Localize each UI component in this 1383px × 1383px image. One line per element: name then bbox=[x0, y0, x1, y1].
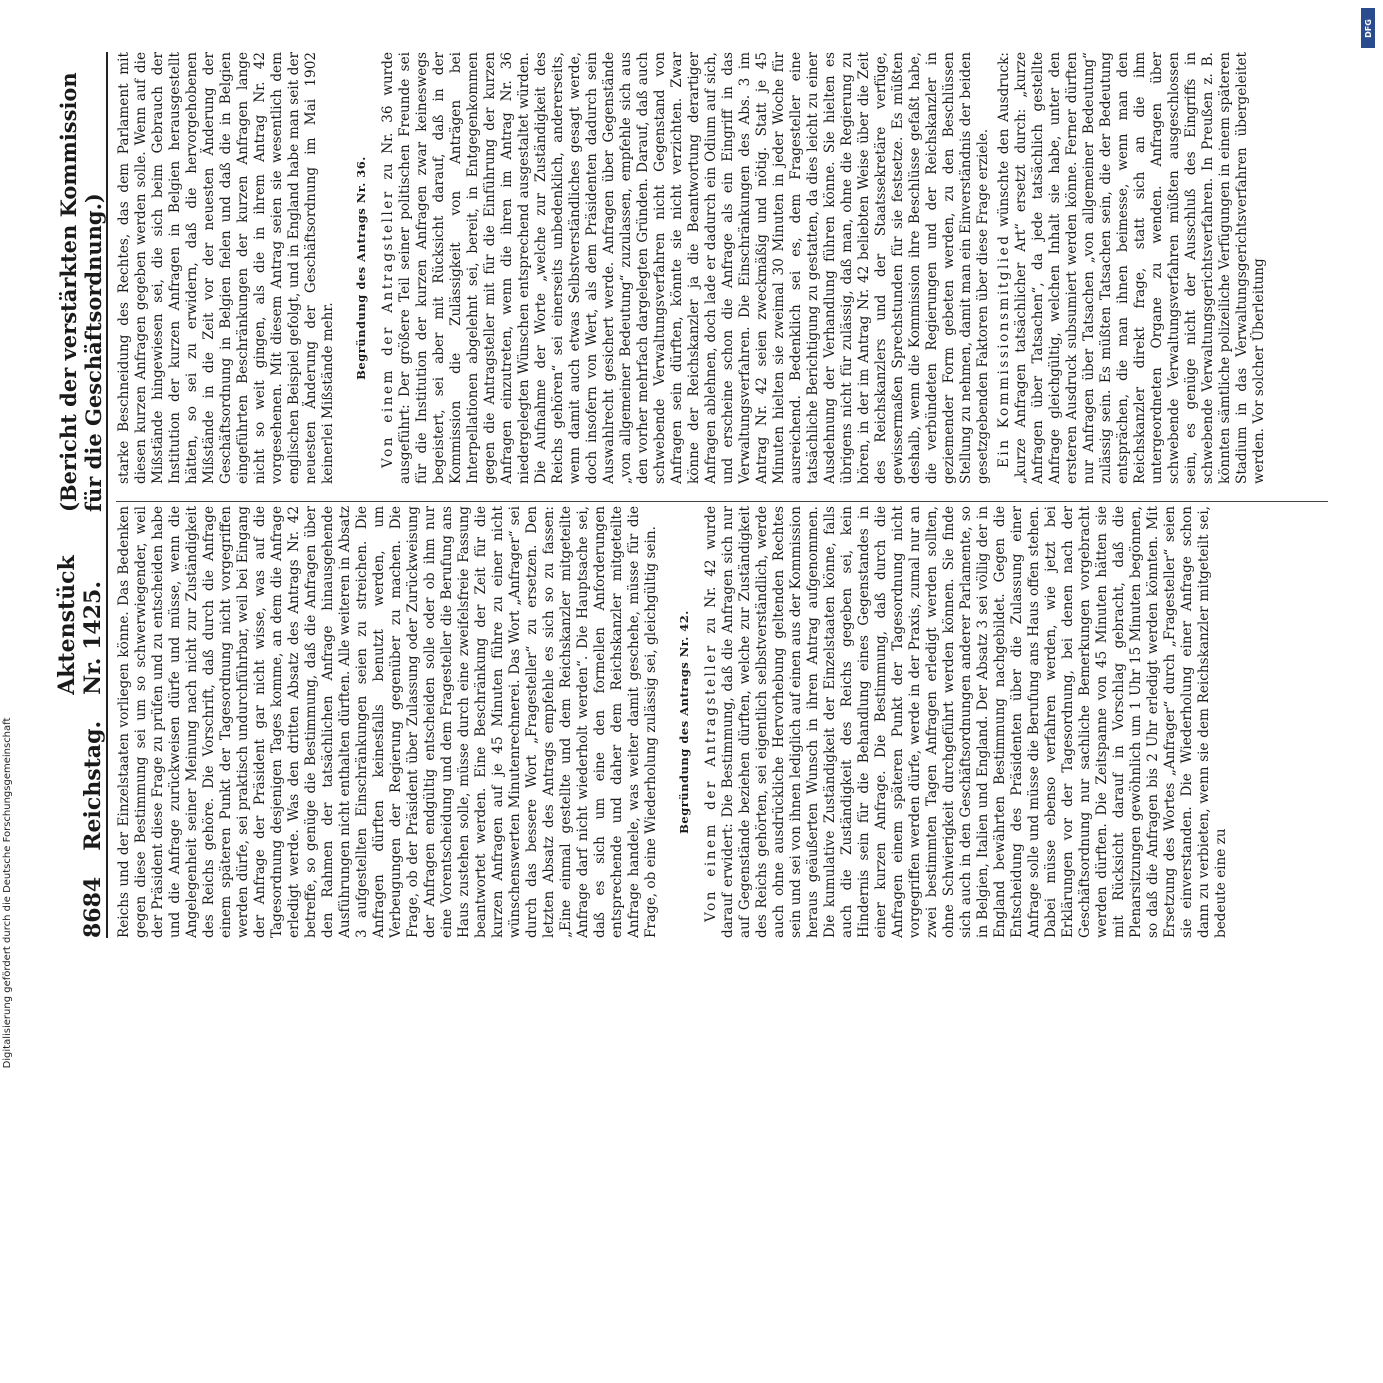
left-column bbox=[116, 506, 1328, 938]
organization-title: Reichstag. bbox=[80, 720, 106, 851]
left-section-heading: Begründung des Antrags Nr. 42. bbox=[677, 610, 691, 834]
dfg-logo-text: DFG bbox=[1363, 18, 1373, 38]
column-divider bbox=[116, 501, 1328, 502]
document-number: Aktenstück Nr. 1425. bbox=[54, 555, 106, 695]
left-paragraph-1: Reichs und der Einzelstaaten vorliegen könne. Das Bedenken gegen diese Bestimmung sei um so schwerwiegender, weil der Präsident diese Frage zu prüfen und zu entscheiden habe und die Anfrage zurückweisen dürfe und müsse, wenn die Angelegenheit seiner Meinung nach nicht zur Zuständigkeit des Reichs gehöre. Die Vorschrift, daß durch die Anfrage einem späteren Punkt der Tagesordnung nicht vorgegriffen werden dürfe, sei praktisch undurchführbar, weil bei Eingang der Anfrage der Präsident gar nicht wisse, was auf die Tagesordnung desjenigen Tages komme, an dem die Anfrage erledigt werde. Was den dritten Absatz des Antrags Nr. 42 betreffe, so genüge die Bestimmung, daß die Anfragen über den Rahmen der tatsächlichen Anfrage hinausgehende Ausführungen nicht enthalten dürften. Alle weiteren in Absatz 3 aufgestellten Einschränkungen seien zu streichen. Die Anfragen dürften keinesfalls benutzt werden, um Verbeugungen der Regierung gegenüber zu machen. Die Frage, ob der Präsident über Zulassung oder Zurückweisung der Anfragen endgültig entscheiden solle oder ob ihm nur eine Vorentscheidung und dem Fragesteller die Berufung ans Haus zustehen solle, müsse durch eine zweifelsfreie Fassung beantwortet werden. Eine Beschränkung der Zeit für die kurzen Anfragen auf je 45 Minuten führe zu einer nicht wünschenswerten Minutenrechnerei. Das Wort „Anfrager“ sei durch das bessere Wort „Fragesteller“ zu ersetzen. Den letzten Absatz des Antrags empfehle es sich so zu fassen: „Eine einmal gestellte und dem Reichskanzler mitgeteilte Anfrage darf nicht wiederholt werden“. Die Hauptsache sei, daß es sich um eine den formellen Anforderungen entsprechende und daher dem Reichskanzler mitgeteilte Anfrage handele, was weiter damit geschehe, müsse für die Frage, ob eine Wiederholung zulässig sei, gleichgültig sein. bbox=[116, 506, 659, 938]
right-paragraph-3-lead: Ein Kommissionsmitglied bbox=[996, 233, 1012, 468]
left-paragraph-2-lead: Von einem der Antragsteller bbox=[703, 643, 719, 922]
left-paragraph-2-body: zu Nr. 42 wurde darauf erwidert: Die Bestimmung, daß die Anfragen sich nur auf Gegenstände beziehen dürften, welche zur Zuständigkeit des Reichs gehörten, sei eigentlich selbstverständlich, werde auch ohne ausdrückliche Hervorhebung geltenden Rechtes sein und sei von ihnen lediglich auf einen aus der Kommission heraus geäußerten Wunsch in ihren Antrag aufgenommen. Die kumulative Zuständigkeit der Einzelstaaten könne, falls auch die Zuständigkeit des Reichs gegeben sei, kein Hindernis sein für die Behandlung eines Gegenstandes in einer kurzen Anfrage. Die Bestimmung, daß durch die Anfragen einem späteren Punkt der Tagesordnung nicht vorgegriffen werden dürfe, werde in der Praxis, zumal nur an zwei bestimmten Tagen Anfragen erledigt werden sollten, ohne Schwierigkeit durchgeführt werden können. Sie finde sich auch in den Geschäftsordnungen anderer Parlamente, so in Belgien, Italien und England. Der Absatz 3 sei völlig der in England bewährten Bestimmung nachgebildet. Gegen die Entscheidung des Präsidenten über die Zulassung einer Anfrage solle und müsse die Berufung ans Haus offen stehen. Dabei müsse ebenso verfahren werden, wie jetzt bei Erklärungen vor der Tagesordnung, bei denen nach der Geschäftsordnung nur sachliche Bemerkungen vorgebracht werden dürften. Die Zeitspanne von 45 Minuten hätten sie mit Rücksicht darauf in Vorschlag gebracht, daß die Plenarsitzungen gewöhnlich um 1 Uhr 15 Minuten begönnen, so daß die Anfragen bis 2 Uhr erledigt werden könnten. Mit Ersetzung des Wortes „Anfrager“ durch „Fragesteller“ seien sie einverstanden. Die Wiederholung einer Anfrage schon dann zu verbieten, wenn sie dem Reichskanzler mitgeteilt sei, bedeute eine zu bbox=[703, 506, 1229, 938]
right-paragraph-2-body: zu Nr. 36 wurde ausgeführt: Der größere Teil seiner politischen Freunde sei für die Institution der kurzen Anfragen zwar keineswegs begeistert, sei aber mit Rücksicht darauf, daß in der Kommission die Zulässigkeit von Anträgen bei Interpellationen abgelehnt sei, bereit, in Entgegenkommen gegen die Antragsteller mit für die Einführung der kurzen Anfragen einzutreten, wenn die ihren im Antrag Nr. 36 niedergelegten Wünschen entsprechend ausgestaltet würden. Die Aufnahme der Worte „welche zur Zuständigkeit des Reichs gehören“ sei einerseits unbedenklich, andererseits, wenn damit auch etwas Selbstverständliches gesagt werde, doch insofern von Wert, als dem Präsidenten dadurch sein Auswahlrecht gesichert werde. Anfragen über Gegenstände „von allgemeiner Bedeutung“ zuzulassen, empfehle sich aus den vorher mehrfach dargelegten Gründen. Darauf, daß auch schwebende Verwaltungsverfahren nicht Gegenstand von Anfragen sein dürften, könnte sie nicht verzichten. Zwar könne der Reichskanzler ja die Beantwortung derartiger Anfragen ablehnen, doch lade er dadurch ein Odium auf sich, und erscheine schon die Anfrage als ein Eingriff in das Verwaltungsverfahren. Die Einschränkungen des Abs. 3 im Antrag Nr. 42 seien zweckmäßig und nötig. Statt je 45 Minuten hielten sie zweimal 30 Minuten in jeder Woche für ausreichend. Bedenklich sei es, dem Fragesteller eine tatsächliche Berichtigung zu gestatten, da dies leicht zu einer Ausdehnung der Verhandlung führen könne. Sie hielten es übrigens nicht für zulässig, daß man, ohne die Regierung zu hören, in der im Antrag Nr. 42 beliebten Weise über die Zeit des Reichskanzlers und der Staatssekretäre verfüge, gewissermaßen Sprechstunden für sie festsetze. Es müßten deshalb, wenn die Kommission ihre Beschlüsse gefaßt habe, die verbündeten Regierungen und der Reichskanzler in geziemender Form gebeten werden, zu den Beschlüssen Stellung zu nehmen, damit man ein Einverständnis der beiden gesetzgebenden Faktoren über diese Frage erziele. bbox=[380, 52, 991, 484]
left-paragraph-2 bbox=[703, 506, 1230, 938]
right-paragraph-3 bbox=[996, 52, 1268, 484]
dfg-logo bbox=[1361, 8, 1375, 48]
digitization-note bbox=[0, 383, 16, 1383]
digitization-text: Digitalisierung gefördert durch die Deutsche Forschungsgemeinschaft bbox=[2, 717, 13, 1069]
report-title: (Bericht der verstärkten Kommission für die Geschäftsordnung.) bbox=[56, 72, 106, 512]
right-paragraph-1: starke Beschneidung des Rechtes, das dem Parlament mit diesen kurzen Anfragen gegeben werden solle. Wenn auf die Mißstände hingewiesen sei, die sich beim Gebrauch der Institution der kurzen Anfragen in Belgien herausgestellt hätten, so sei zu erwidern, daß die hervorgehobenen Mißstände in die Zeit vor der neuesten Änderung der Geschäftsordnung in Belgien fielen und daß die in Belgien eingeführten Beschränkungen der kurzen Anfragen lange nicht so weit gingen, als die in ihrem Antrag Nr. 42 vorgesehenen. Mit diesem Antrag seien sie wesentlich dem englischen Beispiel gefolgt, und in England habe man seit der neuesten Änderung der Geschäftsordnung im Mai 1902 keinerlei Mißstände mehr. bbox=[116, 52, 336, 484]
page-number: 8684 bbox=[80, 876, 106, 938]
right-section-heading: Begründung des Antrags Nr. 36. bbox=[354, 156, 368, 380]
page-header bbox=[54, 52, 108, 938]
right-paragraph-2 bbox=[380, 52, 992, 484]
right-paragraph-2-lead: Von einem der Antragsteller bbox=[380, 189, 396, 468]
right-column bbox=[116, 52, 1328, 484]
right-paragraph-3-body: wünschte den Ausdruck: „kurze Anfragen tatsächlicher Art“ ersetzt durch: „kurze Anfragen über Tatsachen“, da jede tatsächlich gestellte Anfrage gleichgültig, welchen Inhalt sie habe, unter den ersteren Ausdruck subsumiert werden könne. Ferner dürften nur Anfragen über Tatsachen „von allgemeiner Bedeutung“ zulässig sein. Es müßten Tatsachen sein, die der Bedeutung entsprächen, die man ihnen beimesse, wenn man den Reichskanzler direkt frage, statt sich an die ihm untergeordneten Organe zu wenden. Anfragen über schwebende Verwaltungsverfahren müßten ausgeschlossen sein, es genüge nicht der Ausschluß des Eingriffs in schwebende Verwaltungsgerichtsverfahren. In Preußen z. B. könnten sämtliche polizeiliche Verfügungen in einem späteren Stadium in das Verwaltungsgerichtsverfahren übergeleitet werden. Vor solcher Überleitung bbox=[996, 52, 1267, 484]
